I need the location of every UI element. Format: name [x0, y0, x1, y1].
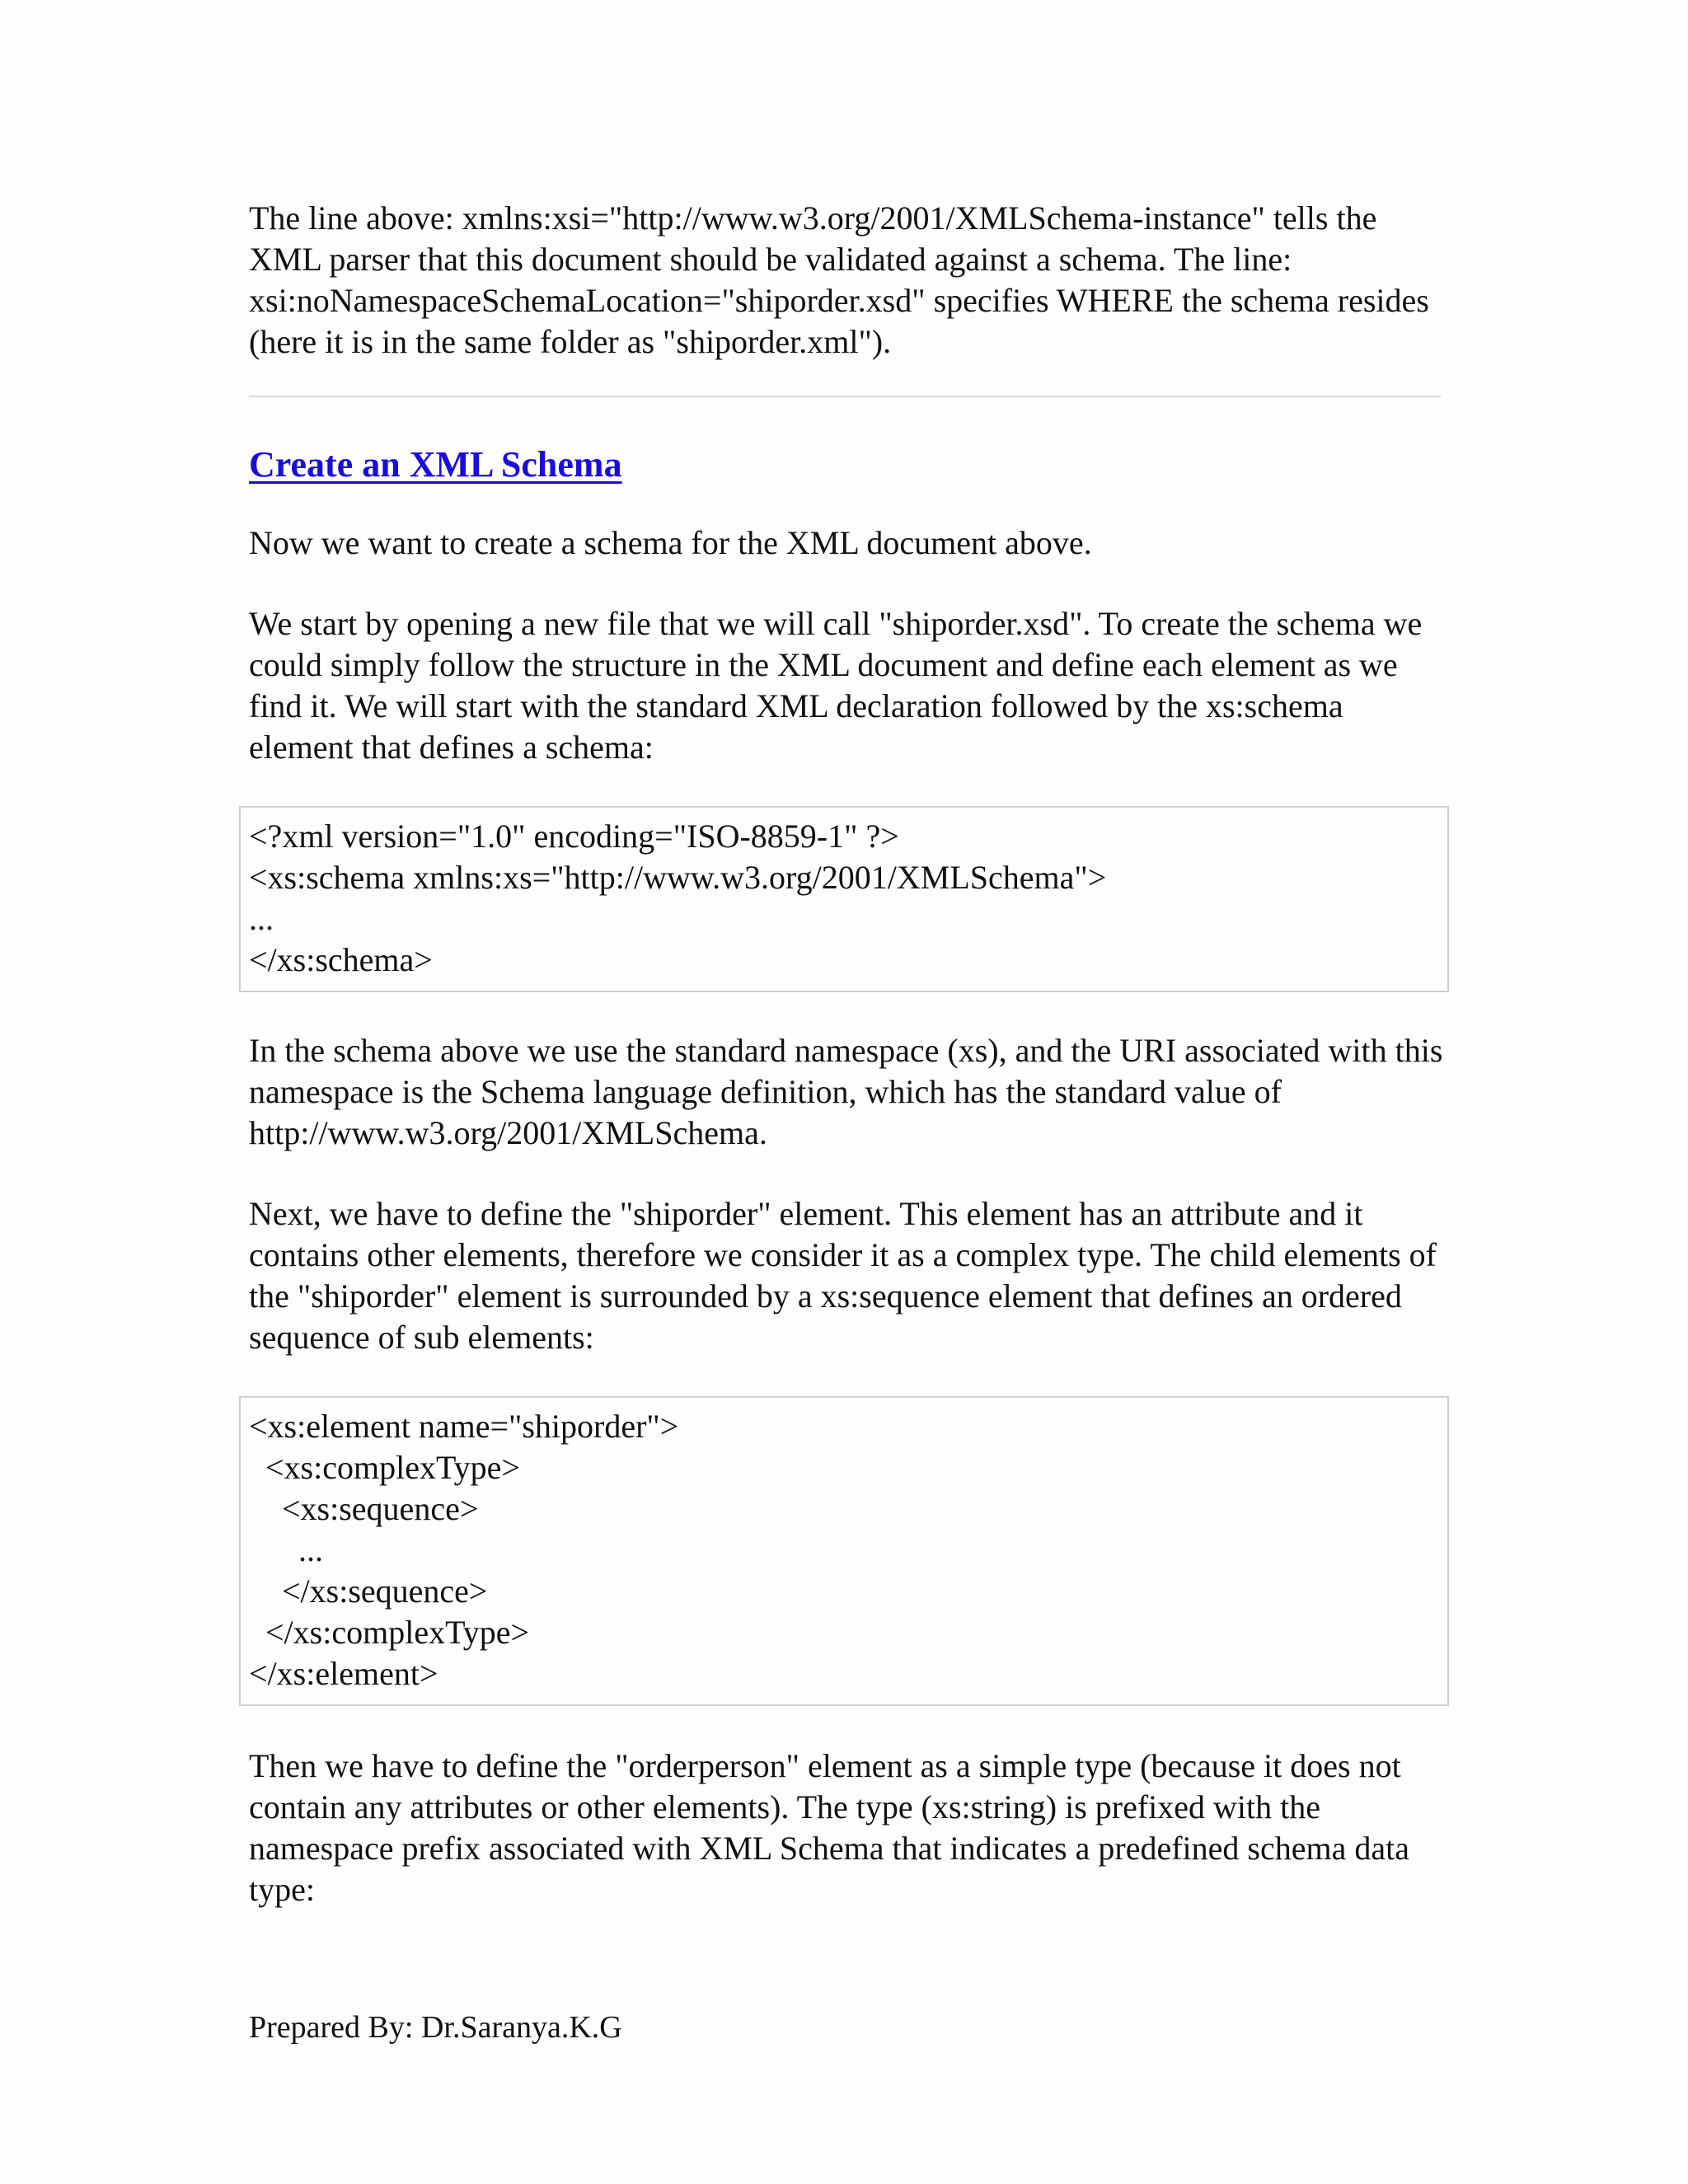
- code-line: ...: [249, 1531, 323, 1568]
- paragraph-intro-schema: Now we want to create a schema for the XML document above.: [249, 524, 1092, 561]
- code-line: <?xml version="1.0" encoding="ISO-8859-1" ?>: [249, 818, 899, 855]
- code-line: ...: [249, 900, 274, 937]
- section-heading: [249, 442, 622, 488]
- code-line: <xs:element name="shiporder">: [249, 1408, 679, 1445]
- code-line: </xs:element>: [249, 1655, 438, 1692]
- code-block-shiporder-element: [239, 1396, 1449, 1706]
- page-footer: Prepared By: Dr.Saranya.K.G: [249, 2010, 622, 2045]
- code-line: </xs:sequence>: [249, 1572, 488, 1610]
- paragraph-orderperson: Then we have to define the "orderperson" element as a simple type (because it does not contain any attributes or other elements). The type (xs:string) is prefixed with the namespace prefix associated with XML Schema that indicates a predefined schema data type:: [249, 1747, 1409, 1908]
- intro-paragraph: The line above: xmlns:xsi="http://www.w3.org/2001/XMLSchema-instance" tells the XML parser that this document should be validated against a schema. The line: xsi:noNamespaceSchemaLocation="shiporder.xsd" specifies WHERE the schema resides (here it is in the same folder as "shiporder.xml").: [249, 199, 1429, 360]
- horizontal-divider: [249, 396, 1441, 397]
- code-line: <xs:schema xmlns:xs="http://www.w3.org/2001/XMLSchema">: [249, 859, 1107, 896]
- paragraph-shiporder-element: Next, we have to define the "shiporder" element. This element has an attribute and it contains other elements, therefore we consider it as a complex type. The child elements of the "shiporder" element is surrounded by a xs:sequence element that defines an ordered sequence of sub elements:: [249, 1195, 1437, 1356]
- create-xml-schema-link[interactable]: Create an XML Schema: [249, 444, 622, 485]
- paragraph-namespace: In the schema above we use the standard namespace (xs), and the URI associated with this namespace is the Schema language definition, which has the standard value of http://www.w3.org/2001/XMLSchema.: [249, 1032, 1443, 1151]
- code-line: </xs:schema>: [249, 941, 433, 978]
- code-block-schema-declaration: [239, 806, 1449, 992]
- code-line: <xs:sequence>: [249, 1490, 479, 1527]
- paragraph-start-file: We start by opening a new file that we will call "shiporder.xsd". To create the schema we could simply follow the structure in the XML document and define each element as we find it. We will start with the standard XML declaration followed by the xs:schema element that defines a schema:: [249, 605, 1423, 766]
- code-line: <xs:complexType>: [249, 1449, 520, 1486]
- code-line: </xs:complexType>: [249, 1614, 530, 1651]
